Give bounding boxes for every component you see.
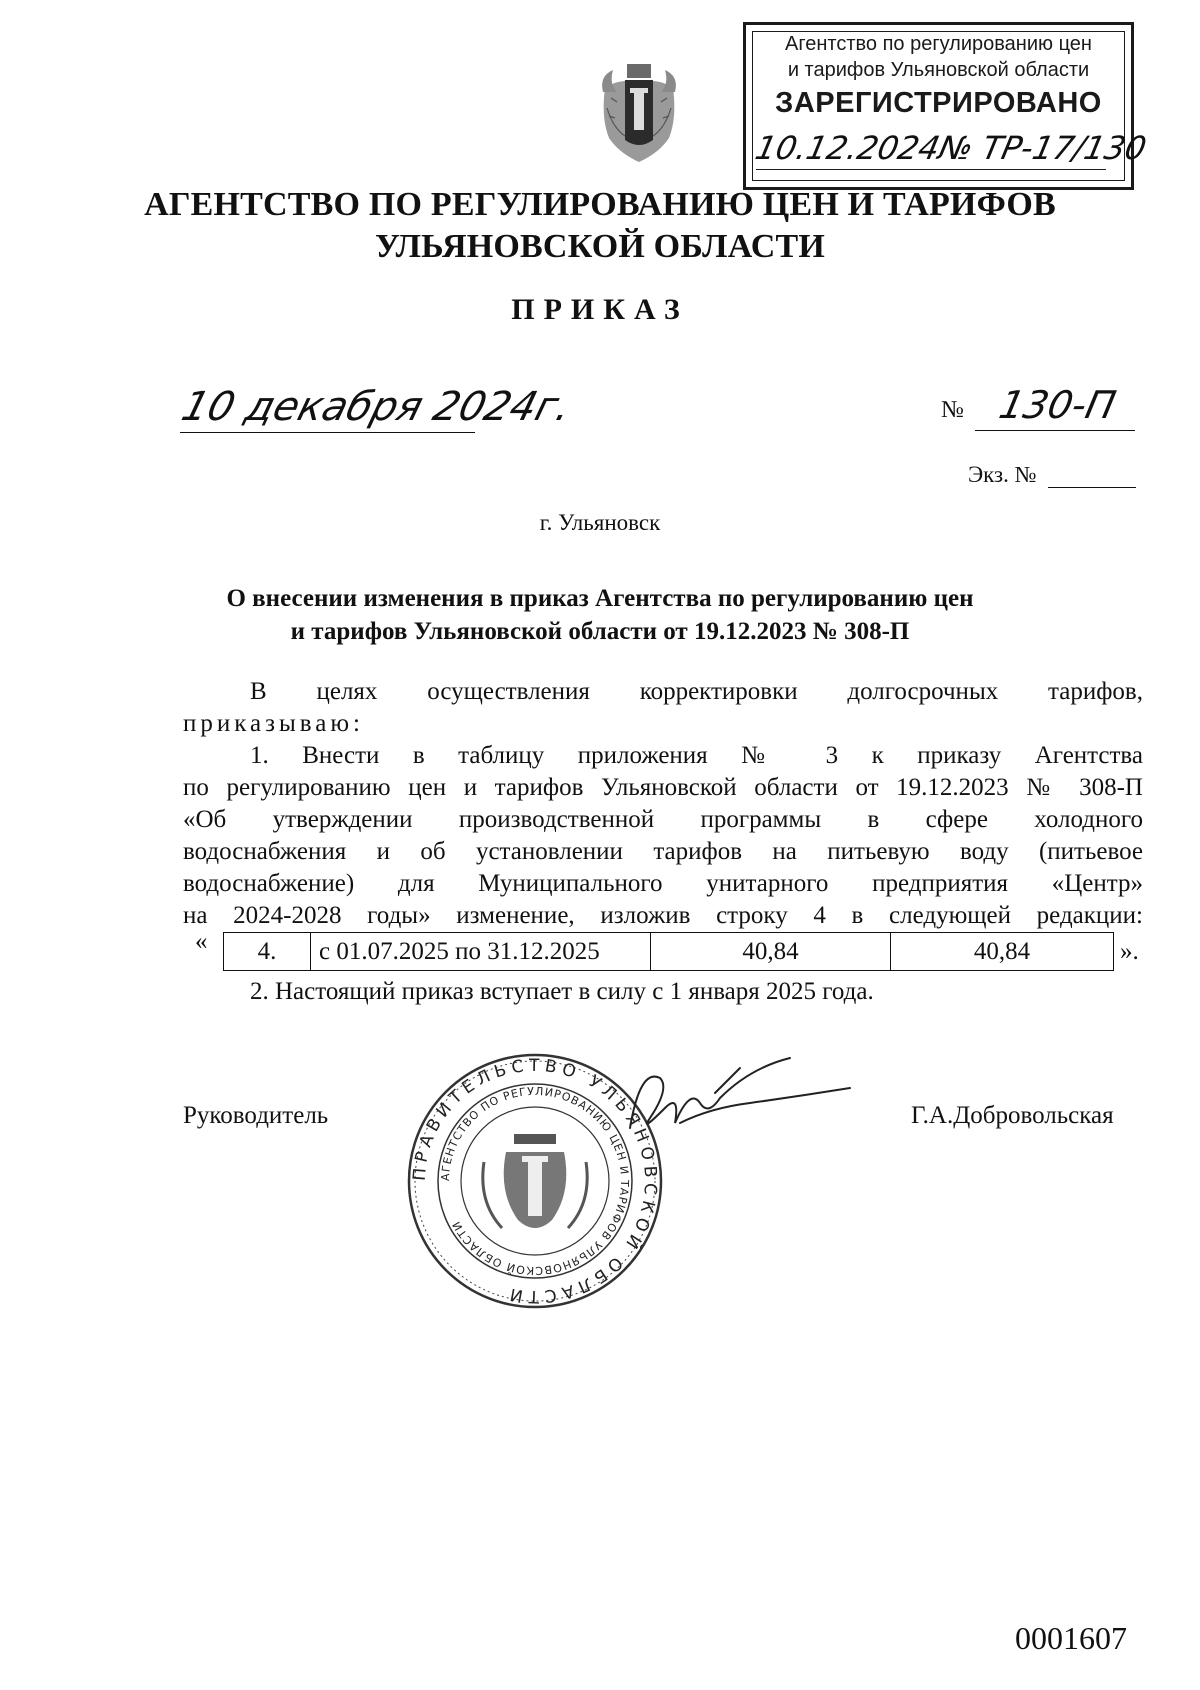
item1-line-4: водоснабжения и об установлении тарифов на питьевую воду (питьевое — [183, 838, 1143, 865]
handwritten-order-number: 130-П — [995, 383, 1120, 427]
registration-stamp — [743, 22, 1150, 190]
row-number-cell: 4. — [224, 933, 311, 971]
amendment-table — [223, 932, 1114, 971]
item1-line-1: 1. Внести в таблицу приложения № 3 к приказу Агентства — [250, 742, 1143, 769]
item1-line-2: по регулированию цен и тарифов Ульяновской области от 19.12.2023 № 308-П — [183, 774, 1143, 801]
document-type: ПРИКАЗ — [511, 293, 689, 326]
stamp-agency-line-2: и тарифов Ульяновской области — [787, 59, 1090, 81]
agency-title-line-1: АГЕНТСТВО ПО РЕГУЛИРОВАНИЮ ЦЕН И ТАРИФОВ — [144, 186, 1056, 223]
intro-line-1: В целях осуществления корректировки долгосрочных тарифов, — [250, 678, 1143, 705]
table-quote-close: ». — [1120, 938, 1139, 965]
copy-number-blank — [1048, 487, 1136, 488]
item1-line-6: на 2024-2028 годы» изменение, изложив строку 4 в следующей редакции: — [183, 902, 1143, 929]
signer-position: Руководитель — [183, 1102, 329, 1129]
date-underline — [180, 432, 475, 433]
period-cell: с 01.07.2025 по 31.12.2025 — [311, 933, 651, 971]
table-quote-open: « — [195, 928, 208, 955]
item1-line-5: водоснабжение) для Муниципального унитарного предприятия «Центр» — [183, 870, 1143, 897]
intro-line-2: приказываю: — [183, 710, 364, 737]
city: г. Ульяновск — [539, 510, 661, 535]
item1-line-3: «Об утверждении производственной программы в сфере холодного — [183, 806, 1143, 833]
coat-of-arms-icon — [599, 58, 679, 168]
subject-line-2: и тарифов Ульяновской области от 19.12.2023 № 308-П — [290, 618, 910, 645]
copy-number-label: Экз. № — [968, 462, 1037, 487]
order-subject — [0, 582, 1200, 648]
handwritten-date: 10 декабря 2024г. — [176, 384, 577, 430]
stamp-registration-number: 10.12.2024№ ТР-17/130 — [751, 129, 1150, 167]
signature-icon — [620, 1048, 860, 1158]
agency-title — [0, 184, 1200, 268]
agency-title-line-2: УЛЬЯНОВСКОЙ ОБЛАСТИ — [374, 228, 826, 265]
subject-line-1: О внесении изменения в приказ Агентства по регулированию цен — [226, 585, 974, 612]
stamp-underline — [756, 169, 1106, 170]
number-sign: № — [941, 397, 964, 423]
seal-inner-text: АГЕНТСТВО ПО РЕГУЛИРОВАНИЮ ЦЕН И ТАРИФОВ УЛЬЯНОВСКОЙ ОБЛАСТИ — [438, 1084, 632, 1278]
signer-name: Г.А.Добровольская — [911, 1102, 1114, 1129]
stamp-status: ЗАРЕГИСТРИРОВАНО — [775, 87, 1102, 119]
item2-paragraph: 2. Настоящий приказ вступает в силу с 1 января 2025 года. — [250, 978, 874, 1005]
stamp-agency-line-1: Агентство по регулированию цен — [785, 33, 1092, 55]
tariff-value-1-cell: 40,84 — [651, 933, 891, 971]
tariff-value-2-cell: 40,84 — [891, 933, 1114, 971]
table-row — [224, 933, 1114, 971]
document-serial-number: 0001607 — [1015, 1620, 1127, 1656]
number-underline — [975, 430, 1135, 431]
seal-outer-text: ПРАВИТЕЛЬСТВО УЛЬЯНОВСКОЙ ОБЛАСТИ — [409, 1055, 661, 1307]
